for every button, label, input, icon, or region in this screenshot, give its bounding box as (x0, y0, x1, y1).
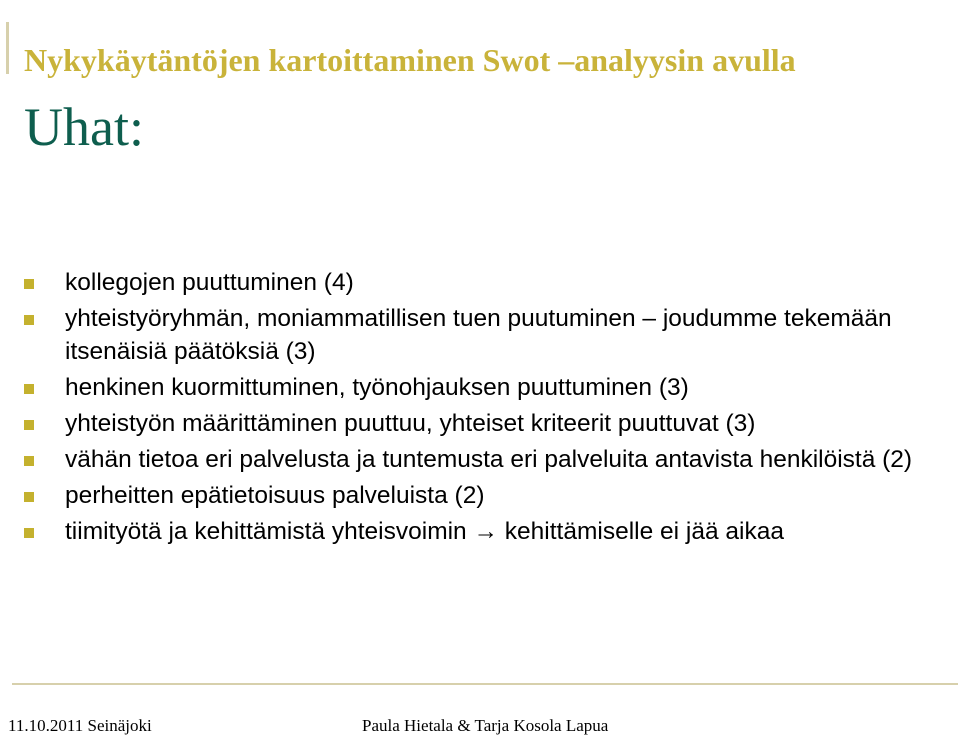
square-bullet-icon (24, 279, 34, 289)
slide-subtitle: Nykykäytäntöjen kartoittaminen Swot –analyysin avulla (24, 42, 796, 78)
list-item (0, 515, 960, 548)
square-bullet-icon (24, 315, 34, 325)
left-accent-rule (6, 22, 9, 74)
list-item (0, 407, 960, 440)
footer-divider (12, 683, 958, 685)
bullet-list (0, 266, 960, 551)
list-item-text: perheitten epätietoisuus palveluista (2) (65, 482, 485, 509)
list-item (0, 479, 960, 512)
square-bullet-icon (24, 384, 34, 394)
footer-date-place: 11.10.2011 Seinäjoki (8, 716, 152, 735)
list-item-text: henkinen kuormittuminen, työnohjauksen puuttuminen (3) (65, 374, 689, 401)
list-item-text: kollegojen puuttuminen (4) (65, 269, 354, 296)
list-item (0, 443, 960, 476)
list-item (0, 302, 960, 368)
square-bullet-icon (24, 420, 34, 430)
footer-authors: Paula Hietala & Tarja Kosola Lapua (362, 716, 609, 735)
list-item (0, 371, 960, 404)
list-item-text: yhteistyöryhmän, moniammatillisen tuen puutuminen – joudumme tekemään itsenäisiä päätöksiä (3) (65, 305, 892, 365)
list-item-text: vähän tietoa eri palvelusta ja tuntemusta eri palveluita antavista henkilöistä (2) (65, 446, 913, 473)
list-item-text: tiimityötä ja kehittämistä yhteisvoimin → kehittämiselle ei jää aikaa (65, 518, 784, 545)
list-item (0, 266, 960, 299)
square-bullet-icon (24, 528, 34, 538)
square-bullet-icon (24, 456, 34, 466)
square-bullet-icon (24, 492, 34, 502)
slide-title: Uhat: (24, 97, 144, 157)
list-item-text: yhteistyön määrittäminen puuttuu, yhteiset kriteerit puuttuvat (3) (65, 410, 756, 437)
